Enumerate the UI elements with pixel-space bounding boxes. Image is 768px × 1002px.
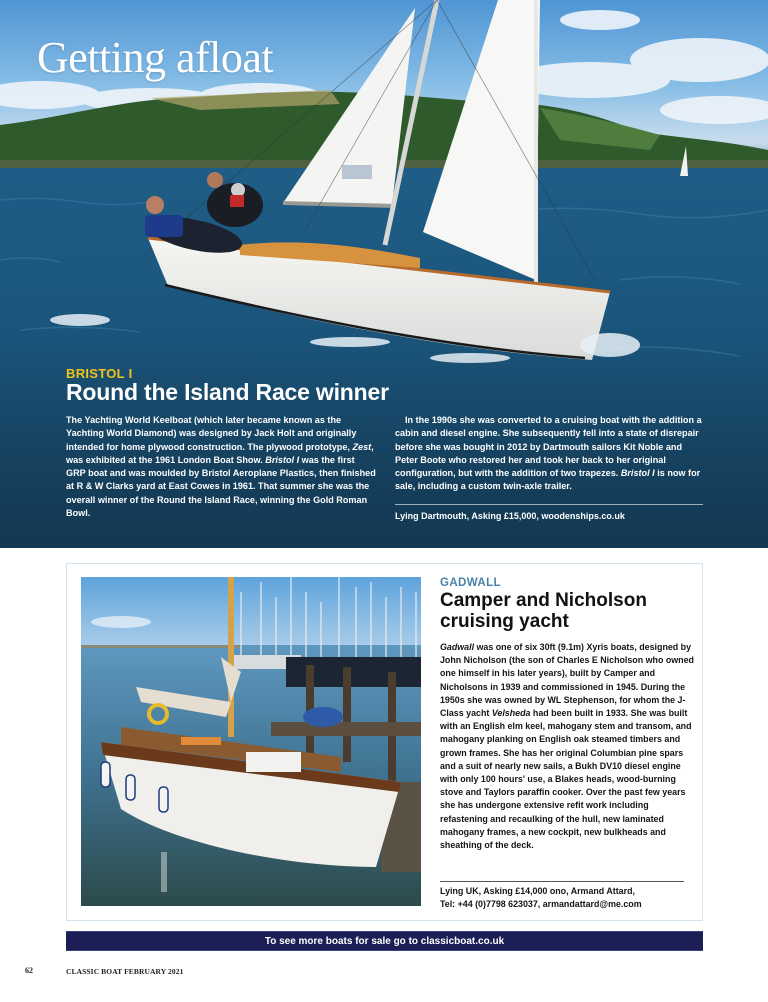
listing-2-phone-email[interactable]: Tel: +44 (0)7798 623037, armandattard@me.com (440, 899, 642, 909)
page-number: 62 (25, 966, 33, 975)
listing-1-body-left: The Yachting World Keelboat (which later became known as the Yachting World Diamond) was designed by Jack Holt and originally intended for home plywood construction. The plywood prototype, Zest, was exhibited at the 1961 London Boat Show. Bristol I was the first GRP boat and was moulded by Bristol Aeroplane Plastics, then finished at R & W Clarks yard at East Cowes in 1961. That summer she was the overall winner of the Round the Island Race, winning the Gold Roman Bowl. (66, 415, 376, 519)
moored-yacht-illustration (81, 577, 421, 906)
boat-name-bristol: Bristol I (265, 454, 300, 465)
boat-name-gadwall: Gadwall (440, 642, 475, 652)
listing-2-price-line: Lying UK, Asking £14,000 ono, Armand Attard, (440, 886, 635, 896)
listing-1-heading: Round the Island Race winner (66, 379, 389, 405)
listing-2-body: Gadwall was one of six 30ft (9.1m) Xyris boats, designed by John Nicholson (the son of Charles E Nicholson who owned one himself in his later years), built by Camper and Nicholsons in 1939 and commissioned in 1945. During the 1950s she was owned by WL Stephenson, for whom the J-Class yacht Velsheda had been built in 1933. She was built with an English elm keel, mahogany stem and transom, and mahogany planking on English oak steamed timbers and grown frames. She has her original Columbian pine spars and a suit of nearly new sails, a Bukh DV10 diesel engine with only 100 hours' use, a Blakes heads, wood-burning stove and Taylors paraffin cooker. Over the past few years she has undergone extensive refit work including refastening and recaulking of the hull, new laminated mahogany frames, a new cockpit, new bulkheads and sheathing of the deck. (440, 642, 694, 851)
more-boats-banner-link[interactable]: To see more boats for sale go to classicboat.co.uk (66, 931, 703, 951)
boat-name-bristol: Bristol I (620, 468, 655, 479)
section-title: Getting afloat (37, 33, 274, 82)
magazine-issue-line: CLASSIC BOAT FEBRUARY 2021 (66, 967, 184, 976)
listing-2-contact (440, 885, 700, 911)
listing-2-kicker: GADWALL (440, 577, 501, 589)
divider (440, 881, 684, 882)
listing-2-photo (81, 577, 421, 906)
boat-name-velsheda: Velsheda (491, 708, 531, 719)
listing-1-price-line: Lying Dartmouth, Asking £15,000, woodenships.co.uk (395, 511, 625, 521)
divider (395, 504, 703, 505)
boat-name-zest: Zest (352, 441, 372, 452)
listing-2-heading: Camper and Nicholson cruising yacht (440, 590, 647, 632)
listing-1-kicker: BRISTOL I (66, 366, 133, 381)
listing-1-body-right: In the 1990s she was converted to a cruising boat with the addition a cabin and diesel engine. She subsequently fell into a state of disrepair before she was bought in 2012 by Dartmouth sailors Kit Noble and Peter Boote who restored her and took her back to her original configuration, but with the addition of two trapezes. Bristol I is now for sale, including a custom twin-axle trailer. (395, 415, 702, 492)
